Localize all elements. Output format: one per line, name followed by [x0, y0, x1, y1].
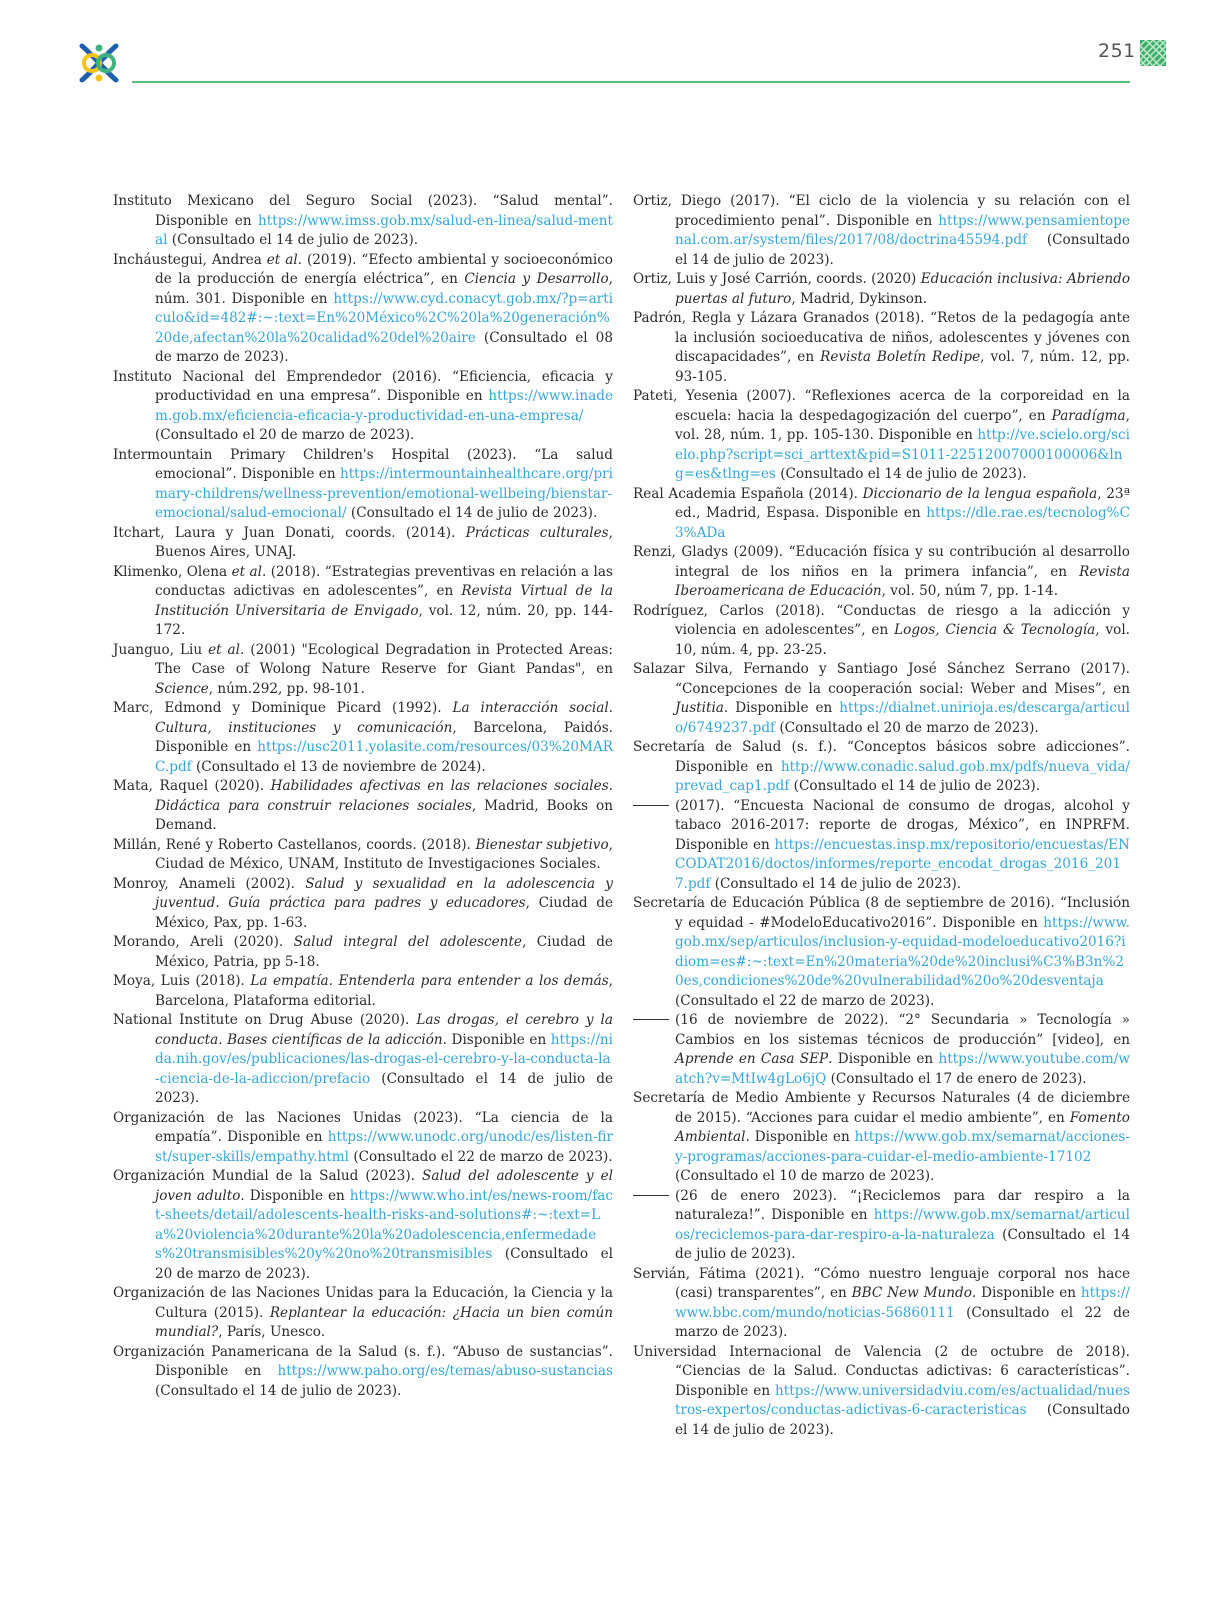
reference-text: . Disponible en: [723, 700, 840, 716]
reference-title: Salud del adolescente y el joven adulto: [155, 1168, 613, 1204]
reference-link[interactable]: https://www.gob.mx/semarnat/acciones-y-programas/acciones-para-cuidar-el-medio-ambiente-17102: [675, 1129, 1130, 1165]
reference-title: La empatía. Entenderla para entender a los demás: [250, 973, 609, 989]
reference-text: Morando, Areli (2020).: [113, 934, 294, 950]
reference-title: Educación inclusiva: Abriendo puertas al futuro: [675, 271, 1130, 307]
reference-title: La interacción social. Cultura, instituciones y comunicación: [155, 700, 613, 736]
repeat-author-dash: [633, 1195, 669, 1196]
reference-entry: [113, 524, 613, 563]
reference-entry: [633, 270, 1130, 309]
reference-text: , Ciudad de México, Patria, pp 5-18.: [155, 934, 613, 970]
reference-entry: [633, 1089, 1130, 1187]
header-rule: [132, 81, 1130, 83]
reference-text: , Madrid, Dykinson.: [791, 290, 928, 307]
reference-text: (Consultado el 14 de julio de 2023).: [710, 875, 962, 892]
reference-text: (Consultado el 14 de julio de 2023).: [675, 1226, 1130, 1262]
reference-text: Intermountain Primary Children's Hospital (2023). “La salud emocional”. Disponible en: [113, 446, 613, 482]
repeat-author-dash: [633, 1019, 669, 1020]
reference-text: Organización de las Naciones Unidas (2023). “La ciencia de la empatía”. Disponible en: [113, 1109, 613, 1145]
reference-title: Las drogas, el cerebro y la conducta. Bases científicas de la adicción: [155, 1012, 614, 1048]
reference-entry: [633, 543, 1130, 602]
reference-link[interactable]: https://www.who.int/es/news-room/fact-sheets/detail/adolescents-health-risks-and-solutions#:~:text=La%20violencia%20durante%20la%20adolescencia,enfermedades%20transmisibles%20y%20no%20transmisibles: [155, 1187, 613, 1262]
page-number: 251: [1098, 40, 1136, 62]
reference-link[interactable]: http://www.conadic.salud.gob.mx/pdfs/nueva_vida/prevad_cap1.pdf: [675, 758, 1130, 794]
reference-text: (Consultado el 14 de julio de 2023).: [155, 1070, 613, 1106]
reference-title: et al.: [208, 641, 245, 658]
reference-link[interactable]: https://www.universidadviu.com/es/actualidad/nuestros-expertos/conductas-adictivas-6-caracteristicas: [675, 1382, 1130, 1418]
reference-text: (Consultado el 22 de marzo de 2023).: [349, 1148, 613, 1165]
reference-entry: [113, 1011, 613, 1109]
reference-entry: [113, 251, 613, 368]
reference-text: . Disponible en: [828, 1051, 939, 1067]
reference-link[interactable]: http://ve.scielo.org/scielo.php?script=sci_arttext&pid=S1011-22512007000100006&lng=es&tlng=es: [675, 427, 1130, 482]
reference-text: . Disponible en: [240, 1187, 350, 1204]
reference-entry: [633, 1265, 1130, 1343]
reference-text: (Consultado el 20 de marzo de 2023).: [155, 1246, 613, 1282]
reference-link[interactable]: https://www.paho.org/es/temas/abuso-sustancias: [277, 1363, 613, 1379]
reference-entry: [633, 894, 1130, 1011]
reference-text: . Disponible en: [745, 1129, 855, 1145]
reference-entry: [633, 387, 1130, 485]
reference-title: Prácticas culturales: [465, 524, 609, 541]
reference-entry: [633, 1343, 1130, 1441]
reference-text: Real Academia Española (2014).: [633, 485, 863, 502]
reference-link[interactable]: https://dialnet.unirioja.es/descarga/articulo/6749237.pdf: [675, 700, 1130, 736]
reference-text: , Barcelona, Plataforma editorial.: [155, 973, 613, 1009]
reference-text: (Consultado el 14 de julio de 2023).: [167, 232, 419, 248]
reference-text: , vol. 7, núm. 12, pp. 93-105.: [675, 349, 1130, 385]
reference-text: , Madrid, Books on Demand.: [155, 797, 613, 833]
reference-title: Replantear la educación: ¿Hacia un bien común mundial?: [155, 1304, 613, 1340]
reference-text: Mata, Raquel (2020).: [113, 778, 271, 794]
reference-title: BBC New Mundo: [851, 1285, 972, 1301]
reference-entry: [633, 485, 1130, 544]
reference-entry: [633, 1187, 1130, 1265]
reference-title: Revista Boletín Redipe: [820, 349, 981, 365]
reference-text: (Consultado el 13 de noviembre de 2024).: [191, 758, 486, 775]
reference-text: , Ciudad de México, Pax, pp. 1-63.: [155, 895, 613, 931]
reference-link[interactable]: https://www.gob.mx/sep/articulos/inclusion-y-equidad-modeloeducativo2016?idiom=es#:~:text=En%20materia%20de%20inclusi%C3%B3n%20es,condiciones%20de%20vulnerabilidad%20o%20desventaja: [675, 914, 1130, 989]
reference-link[interactable]: https://www.bbc.com/mundo/noticias-56860111: [675, 1285, 1130, 1321]
reference-text: (2001) "Ecological Degradation in Protected Areas: The Case of Wolong Nature Reserve for Giant Pandas", en: [155, 641, 613, 677]
reference-text: , vol. 28, núm. 1, pp. 105-130. Disponible en: [675, 407, 1130, 443]
reference-text: (Consultado el 08 de marzo de 2023).: [155, 329, 613, 365]
reference-text: Rodríguez, Carlos (2018). “Conductas de riesgo a la adicción y violencia en adolescentes”, en: [633, 602, 1130, 638]
reference-link[interactable]: https://intermountainhealthcare.org/primary-childrens/wellness-prevention/emotional-wellbeing/bienstar-emocional/salud-emocional/: [155, 466, 613, 521]
reference-text: Servián, Fátima (2021). “Cómo nuestro lenguaje corporal nos hace (casi) transparentes”, en: [633, 1265, 1130, 1301]
reference-text: (2017). “Encuesta Nacional de consumo de drogas, alcohol y tabaco 2016-2017: reporte de drogas, México”, en INPRFM. Disponible en: [675, 797, 1130, 853]
reference-title: Salud y sexualidad en la adolescencia y juventud. Guía práctica para padres y educadores: [155, 875, 613, 911]
reference-text: , vol. 12, núm. 20, pp. 144-172.: [155, 602, 613, 638]
reference-link[interactable]: https://encuestas.insp.mx/repositorio/encuestas/ENCODAT2016/doctos/informes/reporte_encodat_drogas_2016_2017.pdf: [675, 836, 1130, 892]
reference-entry: [633, 738, 1130, 797]
reference-entry: [633, 660, 1130, 738]
reference-link[interactable]: https://www.inadem.gob.mx/eficiencia-eficacia-y-productividad-en-una-empresa/: [155, 388, 613, 424]
reference-title: Bienestar subjetivo: [475, 836, 609, 853]
reference-entry: [113, 836, 613, 875]
reference-text: Renzi, Gladys (2009). “Educación física y su contribución al desarrollo integral de los niños en la primera infancia”, en: [633, 544, 1130, 580]
reference-link[interactable]: https://www.gob.mx/semarnat/articulos/reciclemos-para-dar-respiro-a-la-naturaleza: [675, 1207, 1130, 1243]
reference-link[interactable]: https://nida.nih.gov/es/publicaciones/las-drogas-el-cerebro-y-la-conducta-la-ciencia-de-la-adiccion/prefacio: [155, 1031, 613, 1087]
reference-text: Juanguo, Liu: [113, 641, 209, 658]
reference-text: (Consultado el 22 de marzo de 2023).: [675, 992, 935, 1009]
reference-text: Ortiz, Diego (2017). “El ciclo de la violencia y su relación con el procedimiento penal”. Disponible en: [633, 193, 1130, 229]
reference-text: Pateti, Yesenia (2007). “Reflexiones acerca de la corporeidad en la escuela: hacia la despedagogización del cuerpo”, en: [633, 388, 1130, 424]
reference-entry: [113, 1343, 613, 1402]
reference-title: Paradígma: [1051, 407, 1126, 424]
reference-text: . Disponible en: [971, 1285, 1081, 1301]
reference-text: (2019). “Efecto ambiental y socioeconómico de la producción de energía eléctrica”, en: [155, 251, 613, 287]
reference-entry: [633, 602, 1130, 661]
reference-text: , Buenos Aires, UNAJ.: [155, 524, 613, 560]
reference-text: , Barcelona, Paidós. Disponible en: [155, 719, 613, 755]
reference-title: Justitia: [675, 700, 724, 716]
reference-title: Fomento Ambiental: [675, 1109, 1130, 1145]
reference-title: Diccionario de la lengua española: [862, 485, 1098, 502]
reference-text: (2018). “Estrategias preventivas en relación a las conductas adictivas en adolescentes”, en: [155, 563, 613, 599]
reference-text: , núm.292, pp. 98-101.: [208, 680, 365, 697]
reference-entry: [113, 875, 613, 934]
reference-text: (Consultado el 10 de marzo de 2023).: [675, 1168, 935, 1184]
reference-entry: [113, 563, 613, 641]
reference-text: (Consultado el 20 de marzo de 2023).: [155, 427, 415, 443]
reference-text: Itchart, Laura y Juan Donati, coords. (2014).: [113, 524, 466, 541]
reference-title: Logos, Ciencia & Tecnología: [894, 622, 1096, 638]
reference-text: (Consultado el 22 de marzo de 2023).: [675, 1304, 1130, 1340]
reference-text: . Disponible en: [442, 1031, 551, 1048]
reference-text: (Consultado el 14 de julio de 2023).: [155, 1382, 402, 1399]
reference-text: Salazar Silva, Fernando y Santiago José Sánchez Serrano (2017). “Concepciones de la cooperación social: Weber and Mises”, en: [633, 661, 1130, 697]
reference-link[interactable]: https://dle.rae.es/tecnolog%C3%ADa: [675, 505, 1130, 541]
reference-text: Organización de las Naciones Unidas para la Educación, la Ciencia y la Cultura (2015).: [113, 1285, 613, 1321]
reference-title: Revista Iberoamericana de Educación: [675, 563, 1130, 599]
reference-text: Marc, Edmond y Dominique Picard (1992).: [113, 700, 453, 716]
reference-text: Universidad Internacional de Valencia (2 de octubre de 2018). “Ciencias de la Salud. Conductas adictivas: 6 características”. Disponible en: [633, 1343, 1130, 1399]
reference-entry: [113, 1284, 613, 1343]
cross-knot-logo-icon: [76, 40, 122, 86]
reference-text: , vol. 50, núm 7, pp. 1-14.: [881, 583, 1059, 599]
reference-title: Revista Virtual de la Institución Universitaria de Envigado: [155, 583, 614, 619]
reference-link[interactable]: https://www.cyd.conacyt.gob.mx/?p=articulo&id=482#:~:text=En%20México%2C%20la%20generación%20de,afectan%20la%20calidad%20del%20aire: [155, 290, 613, 346]
reference-text: Secretaría de Salud (s. f.). “Conceptos básicos sobre adicciones”. Disponible en: [633, 739, 1130, 775]
reference-entry: [633, 192, 1130, 270]
reference-entry: [113, 1109, 613, 1168]
reference-text: (Consultado el 14 de julio de 2023).: [675, 1402, 1130, 1438]
reference-text: Organización Panamericana de la Salud (s. f.). “Abuso de sustancias”. Disponible en: [113, 1343, 613, 1379]
reference-entry: [633, 797, 1130, 895]
reference-entry: [633, 309, 1130, 387]
reference-text: , núm. 301. Disponible en: [155, 271, 613, 307]
reference-text: , París, Unesco.: [218, 1324, 326, 1340]
references-column-right: [633, 192, 1130, 1440]
reference-title: Salud integral del adolescente: [293, 934, 522, 950]
reference-title: Ciencia y Desarrollo: [464, 271, 609, 287]
reference-entry: [113, 972, 613, 1011]
reference-text: (Consultado el 14 de julio de 2023).: [675, 232, 1130, 268]
reference-text: Instituto Mexicano del Seguro Social (2023). “Salud mental”. Disponible en: [113, 193, 613, 229]
reference-entry: [113, 446, 613, 524]
reference-title: Science: [155, 680, 209, 697]
reference-text: , Ciudad de México, UNAM, Instituto de Investigaciones Sociales.: [155, 836, 613, 872]
reference-text: Millán, René y Roberto Castellanos, coords. (2018).: [113, 836, 476, 853]
reference-text: Padrón, Regla y Lázara Granados (2018). “Retos de la pedagogía ante la inclusión socioeducativa de niños, adolescentes y jóvenes con discapacidades”, en: [633, 310, 1130, 365]
reference-text: Organización Mundial de la Salud (2023).: [113, 1168, 423, 1184]
reference-text: (Consultado el 17 de enero de 2023).: [826, 1070, 1087, 1087]
reference-text: Secretaría de Medio Ambiente y Recursos Naturales (4 de diciembre de 2015). “Acciones para cuidar el medio ambiente”, en: [633, 1090, 1130, 1126]
repeat-author-dash: [633, 805, 669, 806]
reference-text: , 23ª ed., Madrid, Espasa. Disponible en: [675, 485, 1130, 521]
reference-text: (Consultado el 14 de julio de 2023).: [346, 505, 598, 521]
reference-entry: [113, 933, 613, 972]
green-pattern-square-icon: [1140, 40, 1166, 66]
reference-text: Monroy, Anameli (2002).: [113, 875, 306, 892]
reference-link[interactable]: https://www.youtube.com/watch?v=MtIw4gLo6jQ: [675, 1051, 1130, 1087]
reference-text: Ortiz, Luis y José Carrión, coords. (2020): [633, 271, 921, 287]
reference-entry: [113, 641, 613, 700]
reference-link[interactable]: https://usc2011.yolasite.com/resources/03%20MARC.pdf: [155, 739, 613, 775]
reference-text: , vol. 10, núm. 4, pp. 23-25.: [675, 622, 1130, 658]
reference-text: National Institute on Drug Abuse (2020).: [113, 1012, 417, 1028]
references-column-left: [113, 192, 613, 1401]
reference-title: et al.: [231, 563, 267, 580]
reference-entry: [113, 368, 613, 446]
reference-entry: [633, 1011, 1130, 1089]
reference-text: Instituto Nacional del Emprendedor (2016). “Eficiencia, eficacia y productividad en una empresa”. Disponible en: [113, 368, 613, 404]
reference-text: (Consultado el 14 de julio de 2023).: [775, 466, 1027, 482]
reference-link[interactable]: https://www.pensamientopenal.com.ar/system/files/2017/08/doctrina45594.pdf: [675, 212, 1130, 248]
reference-link[interactable]: https://www.imss.gob.mx/salud-en-linea/salud-mental: [155, 212, 613, 248]
reference-text: (Consultado el 14 de julio de 2023).: [789, 778, 1041, 794]
reference-title: Habilidades afectivas en las relaciones sociales. Didáctica para construir relaciones sociales: [155, 778, 613, 814]
reference-title: Aprende en Casa SEP: [675, 1051, 829, 1067]
reference-text: Incháustegui, Andrea: [113, 251, 267, 268]
reference-entry: [113, 192, 613, 251]
reference-text: (Consultado el 20 de marzo de 2023).: [775, 719, 1039, 736]
reference-text: Klimenko, Olena: [113, 563, 232, 580]
reference-link[interactable]: https://www.unodc.org/unodc/es/listen-first/super-skills/empathy.html: [155, 1129, 613, 1165]
reference-text: (26 de enero 2023). “¡Reciclemos para dar respiro a la naturaleza!”. Disponible en: [675, 1187, 1130, 1223]
reference-title: et al.: [266, 251, 302, 268]
reference-entry: [113, 777, 613, 836]
reference-text: Moya, Luis (2018).: [113, 973, 251, 989]
reference-entry: [113, 699, 613, 777]
reference-text: (16 de noviembre de 2022). “2° Secundaria » Tecnología » Cambios en los sistemas técnicos de producción” [video], en: [675, 1012, 1130, 1048]
reference-entry: [113, 1167, 613, 1284]
reference-text: Secretaría de Educación Pública (8 de septiembre de 2016). “Inclusión y equidad - #ModeloEducativo2016”. Disponible en: [633, 895, 1130, 931]
